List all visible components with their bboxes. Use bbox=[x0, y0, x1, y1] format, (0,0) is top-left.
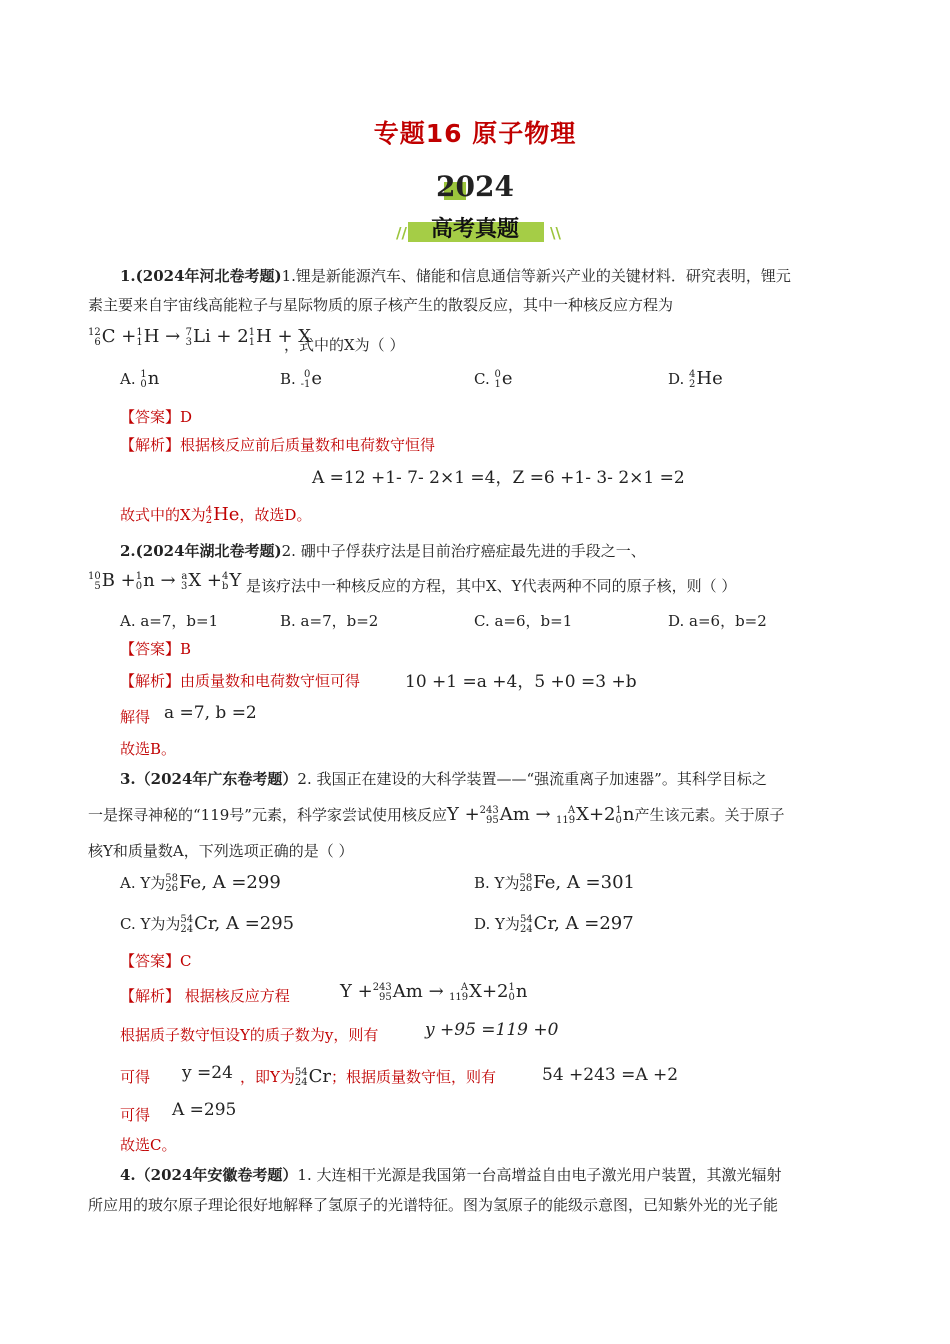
q2-solve: a =7, b =2 bbox=[164, 703, 257, 723]
page-title: 专题16 原子物理 bbox=[373, 119, 577, 148]
q1-option-d[interactable]: D. 4 2 He bbox=[668, 368, 723, 390]
q3-result-label: 可得 bbox=[120, 1068, 151, 1086]
q3-line-3: 核Y和质量数A，下列选项正确的是（ ） bbox=[88, 842, 354, 860]
q2-option-d[interactable]: D. a=6，b=2 bbox=[668, 612, 767, 630]
q2-analysis: 【解析】由质量数和电荷数守恒可得 bbox=[120, 672, 361, 690]
q3-final-label: 可得 bbox=[120, 1106, 151, 1124]
q2-line-1 bbox=[120, 540, 646, 562]
q3-option-b[interactable]: B. Y为 58 26 Fe, A =301 bbox=[474, 872, 635, 894]
q3-reaction: Y + 243 95 Am → A 119 X+2 1 0 n bbox=[340, 981, 528, 1003]
q2-option-a[interactable]: A. a=7，b=1 bbox=[120, 612, 219, 630]
q1-text-1: 1.锂是新能源汽车、储能和信息通信等新兴产业的关键材料．研究表明，锂元 bbox=[281, 267, 791, 285]
q1-option-b[interactable]: B. 0 -1 e bbox=[280, 368, 322, 390]
q3-mass-eq: 54 +243 =A +2 bbox=[542, 1065, 679, 1085]
q2-option-b[interactable]: B. a=7，b=2 bbox=[280, 612, 379, 630]
q1-equation-tail: ，式中的X为（ ） bbox=[284, 336, 405, 354]
q3-text-1: 2. 我国正在建设的大科学装置——“强流重离子加速器”。其科学目标之 bbox=[297, 770, 767, 788]
q1-line-2: 素主要来自宇宙线高能粒子与星际物质的原子核产生的散裂反应，其中一种核反应方程为 bbox=[88, 296, 674, 314]
q3-result-eq: y =24 bbox=[182, 1063, 233, 1083]
label-badge: 高考真题 bbox=[430, 217, 519, 242]
q3-conclusion: 故选C。 bbox=[120, 1136, 177, 1154]
q3-answer: 【答案】C bbox=[120, 952, 192, 970]
q1-analysis: 【解析】根据核反应前后质量数和电荷数守恒得 bbox=[120, 436, 436, 454]
q3-analysis: 【解析】 根据核反应方程 bbox=[120, 987, 290, 1005]
q3-option-d[interactable]: D. Y为 54 24 Cr, A =297 bbox=[474, 913, 634, 935]
q3-proton-line: 根据质子数守恒设Y的质子数为y，则有 bbox=[120, 1026, 379, 1044]
q1-source: 1.(2024年河北卷考题) bbox=[120, 267, 282, 285]
slash-left-icon: // bbox=[396, 224, 407, 242]
q3-line-1 bbox=[120, 768, 767, 790]
q3-final-eq: A =295 bbox=[172, 1100, 237, 1120]
q2-text-1: 2. 硼中子俘获疗法是目前治疗癌症最先进的手段之一、 bbox=[281, 542, 646, 560]
q2-equation-tail: 是该疗法中一种核反应的方程，其中X、Y代表两种不同的原子核，则（ ） bbox=[246, 577, 737, 595]
q2-source: 2.(2024年湖北卷考题) bbox=[120, 542, 282, 560]
year-badge: 2024 bbox=[436, 170, 514, 203]
q3-source: 3.（2024年广东卷考题） bbox=[120, 770, 298, 788]
q2-calc: 10 +1 =a +4，5 +0 =3 +b bbox=[405, 672, 637, 692]
q1-calc: A =12 +1- 7- 2×1 =4，Z =6 +1- 3- 2×1 =2 bbox=[312, 468, 685, 488]
q3-line-2: 一是探寻神秘的“119号”元素，科学家尝试使用核反应Y + 243 95 Am → A 119 X+2 1 0 n产生该元素。关于原子 bbox=[88, 804, 785, 826]
q3-option-c[interactable]: C. Y为为 54 24 Cr, A =295 bbox=[120, 913, 295, 935]
q1-answer: 【答案】D bbox=[120, 408, 193, 426]
q4-source: 4.（2024年安徽卷考题） bbox=[120, 1166, 298, 1184]
q2-conclusion: 故选B。 bbox=[120, 740, 177, 758]
q3-proton-eq: y +95 =119 +0 bbox=[425, 1020, 559, 1040]
q4-line-2: 所应用的玻尔原子理论很好地解释了氢原子的光谱特征。图为氢原子的能级示意图，已知紫外光的光子能 bbox=[88, 1196, 779, 1214]
q2-option-c[interactable]: C. a=6，b=1 bbox=[474, 612, 573, 630]
q1-line-1 bbox=[120, 265, 791, 287]
q2-equation: 10 5 B + 1 0 n → a 3 X + 4 b Y bbox=[88, 570, 242, 592]
q1-option-a[interactable]: A. 1 0 n bbox=[120, 368, 160, 390]
slash-right-icon: \\ bbox=[550, 224, 561, 242]
q2-answer: 【答案】B bbox=[120, 640, 192, 658]
q1-equation: 12 6 C + 1 1 H → 7 3 Li + 2 1 1 H + X bbox=[88, 326, 312, 348]
q1-option-c[interactable]: C. 0 1 e bbox=[474, 368, 513, 390]
q1-conclusion: 故式中的X为 4 2 He，故选D。 bbox=[120, 504, 312, 526]
q3-option-a[interactable]: A. Y为 58 26 Fe, A =299 bbox=[120, 872, 281, 894]
q4-text-1: 1. 大连相干光源是我国第一台高增益自由电子激光用户装置，其激光辐射 bbox=[297, 1166, 782, 1184]
q3-result-text: ，即Y为 54 24 Cr；根据质量数守恒，则有 bbox=[240, 1066, 497, 1088]
q2-solve-label: 解得 bbox=[120, 708, 151, 726]
q4-line-1 bbox=[120, 1164, 782, 1186]
